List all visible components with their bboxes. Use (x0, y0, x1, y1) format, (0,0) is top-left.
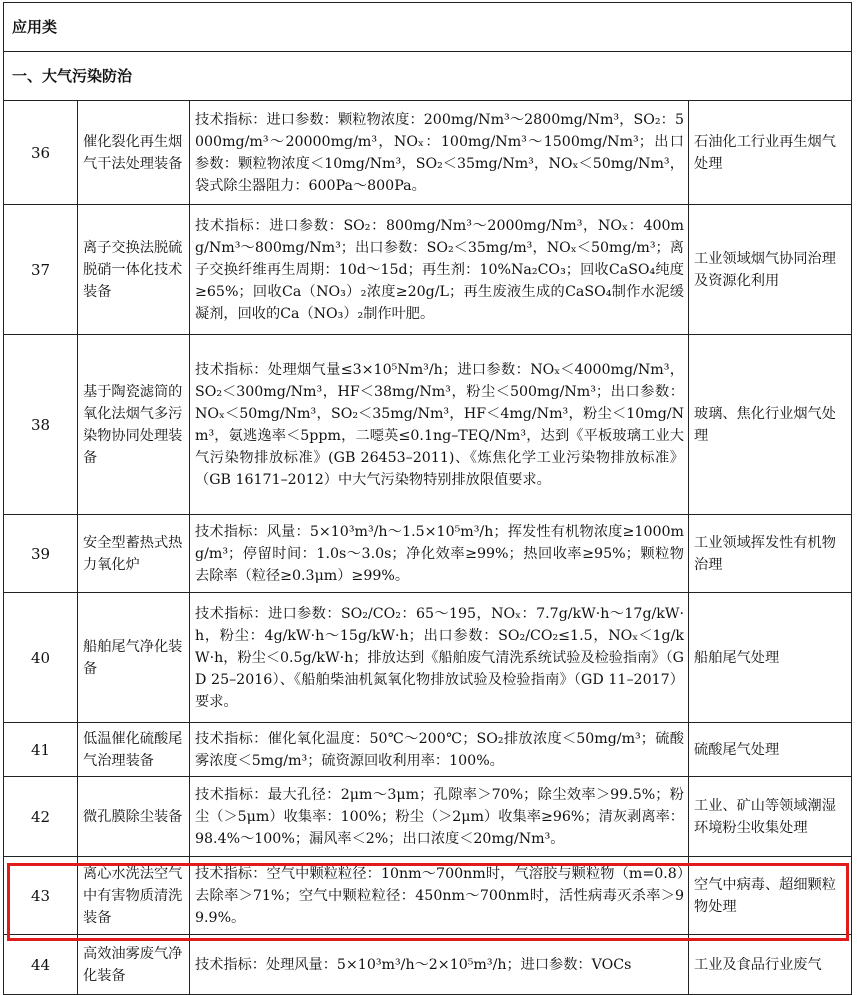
row-number: 38 (4, 335, 78, 515)
equipment-name: 高效油雾废气净化装备 (78, 935, 190, 995)
category-row (4, 3, 852, 52)
technical-spec: 技术指标：进口参数：SO₂：800mg/Nm³～2000mg/Nm³，NOₓ：400mg/Nm³～800mg/Nm³；出口参数：SO₂＜35mg/m³，NOₓ＜50mg/m³；离子交换纤维再生周期：10d～15d；再生剂：10%Na₂CO₃；回收CaSO₄纯度≥65%；回收Ca（NO₃）₂浓度≥20g/L；再生废液生成的CaSO₄制作水泥缓凝剂，回收的Ca（NO₃）₂制作叶肥。 (190, 205, 689, 335)
equipment-name: 离子交换法脱硫脱硝一体化技术装备 (78, 205, 190, 335)
technical-spec: 技术指标：催化氧化温度：50℃～200℃；SO₂排放浓度＜50mg/m³；硫酸雾浓度＜5mg/m³；硫资源回收利用率：100%。 (190, 723, 689, 777)
application-field: 工业、矿山等领域潮湿环境粉尘收集处理 (689, 777, 852, 857)
technical-spec: 技术指标：进口参数：颗粒物浓度：200mg/Nm³～2800mg/Nm³，SO₂：5000mg/m³～20000mg/m³，NOₓ：100mg/Nm³～1500mg/Nm³；出口参数：颗粒物浓度＜10mg/Nm³，SO₂＜35mg/Nm³，NOₓ＜50mg/Nm³，袋式除尘器阻力：600Pa～800Pa。 (190, 101, 689, 205)
table-row (4, 593, 852, 723)
equipment-name: 基于陶瓷滤筒的氧化法烟气多污染物协同处理装备 (78, 335, 190, 515)
row-number: 41 (4, 723, 78, 777)
equipment-name: 微孔膜除尘装备 (78, 777, 190, 857)
row-number: 42 (4, 777, 78, 857)
row-number: 43 (4, 857, 78, 935)
row-number: 44 (4, 935, 78, 995)
technical-spec: 技术指标：风量：5×10³m³/h～1.5×10⁵m³/h；挥发性有机物浓度≥1000mg/m³；停留时间：1.0s～3.0s；净化效率≥99%；热回收率≥95%；颗粒物去除率（粒径≥0.3μm）≥99%。 (190, 515, 689, 593)
section-heading: 一、大气污染防治 (4, 52, 852, 101)
technical-spec: 技术指标：处理风量：5×10³m³/h～2×10⁵m³/h；进口参数：VOCs (190, 935, 689, 995)
technical-spec: 技术指标：进口参数：SO₂/CO₂：65～195，NOₓ：7.7g/kW·h～17g/kW·h，粉尘：4g/kW·h～15g/kW·h；出口参数：SO₂/CO₂≤1.5，NOₓ＜1g/kW·h，粉尘＜0.5g/kW·h；排放达到《船舶废气清洗系统试验及检验指南》（GD 25–2016）、《船舶柴油机氮氧化物排放试验及检验指南》（GD 11–2017）要求。 (190, 593, 689, 723)
row-number: 39 (4, 515, 78, 593)
application-field: 空气中病毒、超细颗粒物处理 (689, 857, 852, 935)
technical-spec: 技术指标：最大孔径：2μm～3μm；孔隙率＞70%；除尘效率＞99.5%；粉尘（＞5μm）收集率：100%；粉尘（＞2μm）收集率≥96%；清灰剥离率：98.4%～100%；漏风率＜2%；出口浓度＜20mg/Nm³。 (190, 777, 689, 857)
application-field: 工业领域挥发性有机物治理 (689, 515, 852, 593)
table-row (4, 777, 852, 857)
table-row (4, 857, 852, 935)
application-field: 硫酸尾气处理 (689, 723, 852, 777)
application-field: 工业及食品行业废气 (689, 935, 852, 995)
equipment-name: 安全型蓄热式热力氧化炉 (78, 515, 190, 593)
row-number: 37 (4, 205, 78, 335)
technical-spec: 技术指标：空气中颗粒粒径：10nm～700nm时，气溶胶与颗粒物（m=0.8）去除率＞71%；空气中颗粒粒径：450nm～700nm时，活性病毒灭杀率＞99.9%。 (190, 857, 689, 935)
row-number: 40 (4, 593, 78, 723)
application-field: 船舶尾气处理 (689, 593, 852, 723)
application-field: 石油化工行业再生烟气处理 (689, 101, 852, 205)
application-field: 工业领域烟气协同治理及资源化利用 (689, 205, 852, 335)
table-row (4, 101, 852, 205)
table-row (4, 335, 852, 515)
category-heading: 应用类 (4, 3, 852, 52)
technical-spec: 技术指标：处理烟气量≤3×10⁵Nm³/h；进口参数：NOₓ＜4000mg/Nm³，SO₂＜300mg/Nm³，HF＜38mg/Nm³，粉尘＜500mg/Nm³；出口参数：NOₓ＜50mg/Nm³，SO₂＜35mg/Nm³，HF＜4mg/Nm³，粉尘＜10mg/Nm³，氨逃逸率＜5ppm，二噁英≤0.1ng–TEQ/Nm³，达到《平板玻璃工业大气污染物排放标准》(GB 26453–2011)、《炼焦化学工业污染物排放标准》（GB 16171–2012）中大气污染物特别排放限值要求。 (190, 335, 689, 515)
application-field: 玻璃、焦化行业烟气处理 (689, 335, 852, 515)
equipment-table (3, 2, 852, 995)
equipment-name: 船舶尾气净化装备 (78, 593, 190, 723)
equipment-name: 催化裂化再生烟气干法处理装备 (78, 101, 190, 205)
equipment-name: 离心水洗法空气中有害物质清洗装备 (78, 857, 190, 935)
table-row (4, 205, 852, 335)
equipment-name: 低温催化硫酸尾气治理装备 (78, 723, 190, 777)
section-row (4, 52, 852, 101)
table-row (4, 515, 852, 593)
table-row (4, 723, 852, 777)
row-number: 36 (4, 101, 78, 205)
